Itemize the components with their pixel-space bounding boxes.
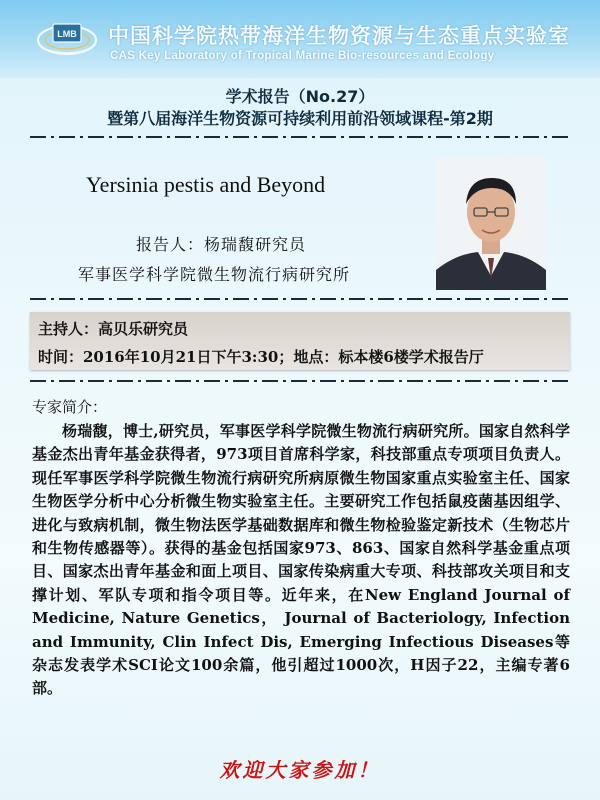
time-location: 时间：2016年10月21日下午3:30；地点：标本楼6楼学术报告厅	[38, 348, 484, 366]
svg-text:LMB: LMB	[57, 29, 77, 39]
divider-bottom	[30, 378, 570, 384]
welcome-message: 欢迎大家参加！	[219, 758, 381, 782]
host-name: 主持人：高贝乐研究员	[38, 320, 189, 338]
divider-top	[30, 134, 570, 140]
talk-title: Yersinia pestis and Beyond	[86, 172, 326, 197]
speaker-photo	[436, 158, 546, 290]
org-name-en: CAS Key Laboratory of Tropical Marine Bio-resources and Ecology	[110, 50, 495, 62]
bio-text: 杨瑞馥，博士,研究员，军事医学科学院微生物流行病研究所。国家自然科学基金杰出青年基金获得者，973项目首席科学家，科技部重点专项项目负责人。现任军事医学科学院微生物流行病研究所病原微生物国家重点实验室主任、国家生物医学分析中心分析微生物实验室主任。主要研究工作包括鼠疫菌基因组学、进化与致病机制，微生物法医学基础数据库和微生物检验鉴定新技术（生物芯片和生物传感器等）。获得的基金包括国家973、863、国家自然科学基金重点项目、国家杰出青年基金和面上项目、国家传染病重大专项、科技部攻关项目和支撑计划、军队专项和指令项目等。近年来，在New England Journal of Medicine, Nature Genetics， Journal of Bacteriology, Infection and Immunity, Clin Infect Dis, Emerging Infectious Diseases等杂志发表学术SCI论文100余篇，他引超过1000次，H因子22，主编专著6部。	[32, 422, 570, 698]
bio-heading: 专家简介：	[32, 398, 108, 416]
report-title-line1: 学术报告（No.27）	[225, 87, 375, 106]
reporter-name: 报告人：杨瑞馥研究员	[136, 235, 307, 254]
org-name-cn: 中国科学院热带海洋生物资源与生态重点实验室	[108, 24, 570, 48]
divider-middle	[30, 296, 570, 302]
reporter-institution: 军事医学科学院微生物流行病研究所	[78, 265, 351, 284]
lab-logo-icon	[36, 18, 98, 58]
report-title-line2: 暨第八届海洋生物资源可持续利用前沿领域课程-第2期	[107, 109, 493, 128]
